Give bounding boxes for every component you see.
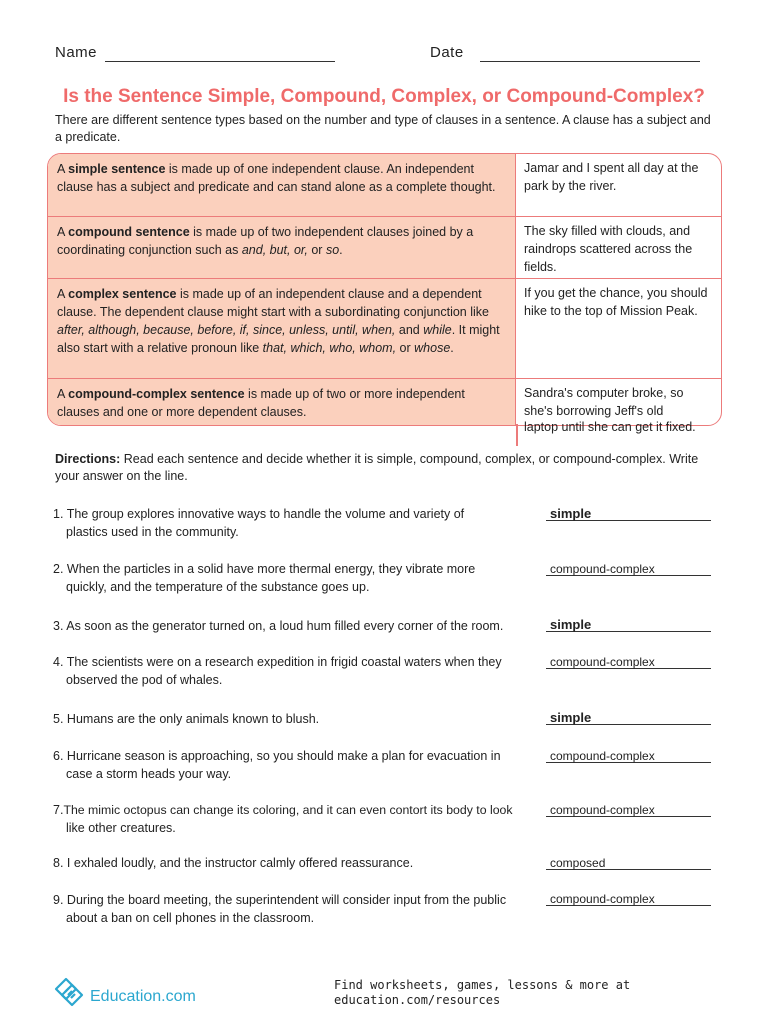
answer-line[interactable]: composed [546,856,711,870]
term: compound sentence [68,225,190,239]
directions-label: Directions: [55,452,121,466]
question-item: 2. When the particles in a solid have more thermal energy, they vibrate more quickly, and the temperature of the substance goes up. [53,562,476,594]
answer-line[interactable]: simple [546,711,711,725]
brand-name[interactable]: Education.com [90,988,196,1005]
definition-cell: A compound sentence is made up of two independent clauses joined by a coordinating conjunction such as and, but, or, or so. [48,217,516,279]
definition-cell: A complex sentence is made up of an independent clause and a dependent clause. The dependent clause might start with a subordinating conjunction like after, although, because, before, if, since, unless, until, when, and while. It might also start with a relative pronoun like that, which, who, whom, or whose. [48,279,516,379]
example-cell: If you get the chance, you should hike to the top of Mission Peak. [524,286,708,318]
table-row [48,154,721,216]
answer-line[interactable]: compound-complex [546,655,711,669]
question-item: 5. Humans are the only animals known to blush. [53,712,320,726]
education-com-logo-icon [52,975,86,1014]
question-item: 4. The scientists were on a research expedition in frigid coastal waters when they observed the pod of whales. [53,655,502,687]
directions-text: Read each sentence and decide whether it is simple, compound, complex, or compound-complex. Write your answer on the line. [55,452,699,483]
footer-text: Find worksheets, games, lessons & more at education.com/resources [334,978,631,1007]
directions [55,451,720,485]
answer-line[interactable]: simple [546,618,711,632]
example-cell: Sandra's computer broke, so she's borrowing Jeff's old [524,386,684,418]
term: complex sentence [68,287,177,301]
table-row [48,378,721,426]
name-field[interactable] [105,61,335,62]
example-overflow-text: laptop until she can get it fixed. [524,420,696,434]
date-field[interactable] [480,61,700,62]
resources-link[interactable]: education.com/resources [334,993,501,1007]
date-label: Date [430,44,464,61]
table-row [48,278,721,379]
page-title: Is the Sentence Simple, Compound, Complex, or Compound-Complex? [63,86,705,107]
question-item: 7.The mimic octopus can change its coloring, and it can even contort its body to look like other creatures. [53,803,513,835]
term: simple sentence [68,162,166,176]
definition-cell: A compound-complex sentence is made up of two or more independent clauses and one or more dependent clauses. [48,379,516,426]
name-label: Name [55,44,98,61]
intro-text: There are different sentence types based on the number and type of clauses in a sentence. A clause has a subject and a predicate. [55,113,711,144]
answer-line[interactable]: compound-complex [546,749,711,763]
answer-line[interactable]: compound-complex [546,562,711,576]
question-item: 6. Hurricane season is approaching, so you should make a plan for evacuation in case a storm heads your way. [53,749,501,781]
question-item: 1. The group explores innovative ways to handle the volume and variety of plastics used in the community. [53,507,465,539]
question-item: 3. As soon as the generator turned on, a loud hum filled every corner of the room. [53,619,504,633]
answer-line[interactable]: compound-complex [546,803,711,817]
table-row [48,216,721,279]
question-item: 8. I exhaled loudly, and the instructor calmly offered reassurance. [53,856,414,870]
definition-cell: A simple sentence is made up of one independent clause. An independent clause has a subject and predicate and can stand alone as a complete thought. [48,154,516,216]
answer-line[interactable]: simple [546,507,711,521]
example-cell: Jamar and I spent all day at the park by the river. [524,161,699,193]
example-cell: The sky filled with clouds, and raindrops scattered across the fields. [524,224,693,274]
term: compound-complex sentence [68,387,245,401]
sentence-types-table [47,153,722,426]
table-divider-overflow [516,424,518,446]
question-item: 9. During the board meeting, the superintendent will consider input from the public about a ban on cell phones in the classroom. [53,893,507,925]
answer-line[interactable]: compound-complex [546,892,711,906]
